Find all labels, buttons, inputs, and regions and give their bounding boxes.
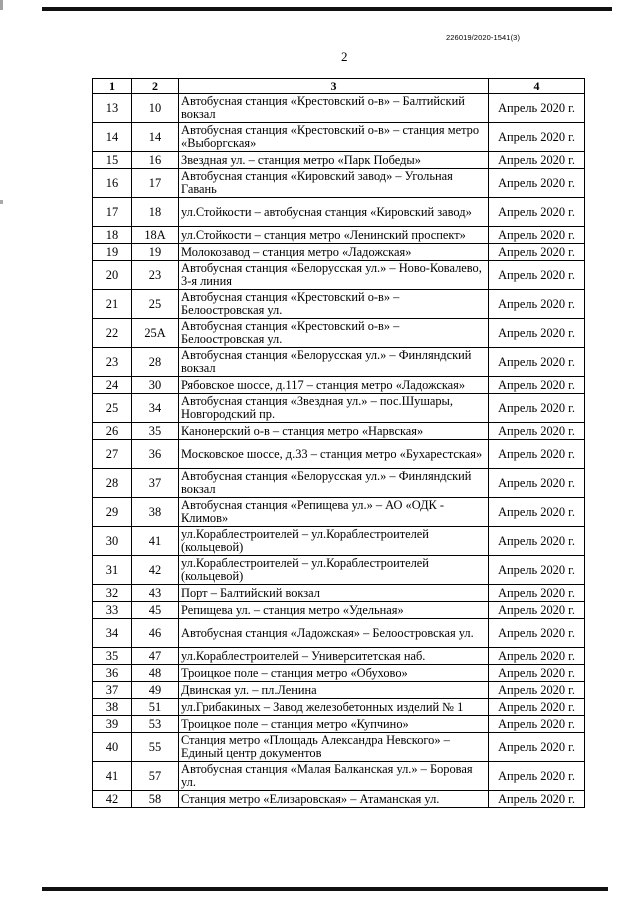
route-number: 28 — [132, 348, 179, 377]
start-date: Апрель 2020 г. — [489, 261, 585, 290]
route-description: Автобусная станция «Белорусская ул.» – Финляндский вокзал — [179, 348, 489, 377]
route-number: 16 — [132, 152, 179, 169]
row-number: 13 — [93, 94, 132, 123]
row-number: 16 — [93, 169, 132, 198]
start-date: Апрель 2020 г. — [489, 498, 585, 527]
row-number: 32 — [93, 585, 132, 602]
route-number: 51 — [132, 699, 179, 716]
table-row — [93, 348, 585, 377]
header-col-2: 2 — [132, 79, 179, 94]
header-col-1: 1 — [93, 79, 132, 94]
row-number: 30 — [93, 527, 132, 556]
start-date: Апрель 2020 г. — [489, 665, 585, 682]
route-description: Автобусная станция «Репищева ул.» – АО «ОДК - Климов» — [179, 498, 489, 527]
row-number: 36 — [93, 665, 132, 682]
route-number: 41 — [132, 527, 179, 556]
route-description: ул.Стойкости – станция метро «Ленинский проспект» — [179, 227, 489, 244]
start-date: Апрель 2020 г. — [489, 423, 585, 440]
start-date: Апрель 2020 г. — [489, 319, 585, 348]
route-number: 37 — [132, 469, 179, 498]
route-description: ул.Кораблестроителей – Университетская наб. — [179, 648, 489, 665]
route-description: Автобусная станция «Звездная ул.» – пос.Шушары, Новгородский пр. — [179, 394, 489, 423]
route-number: 47 — [132, 648, 179, 665]
route-number: 10 — [132, 94, 179, 123]
start-date: Апрель 2020 г. — [489, 169, 585, 198]
row-number: 20 — [93, 261, 132, 290]
row-number: 25 — [93, 394, 132, 423]
route-description: ул.Стойкости – автобусная станция «Кировский завод» — [179, 198, 489, 227]
start-date: Апрель 2020 г. — [489, 648, 585, 665]
route-description: Звездная ул. – станция метро «Парк Победы» — [179, 152, 489, 169]
route-description: Репищева ул. – станция метро «Удельная» — [179, 602, 489, 619]
route-number: 45 — [132, 602, 179, 619]
row-number: 40 — [93, 733, 132, 762]
start-date: Апрель 2020 г. — [489, 377, 585, 394]
scan-bottom-border — [42, 887, 608, 891]
route-number: 58 — [132, 791, 179, 808]
route-description: Автобусная станция «Малая Балканская ул.» – Боровая ул. — [179, 762, 489, 791]
route-description: Двинская ул. – пл.Ленина — [179, 682, 489, 699]
route-description: Автобусная станция «Крестовский о-в» – станция метро «Выборгская» — [179, 123, 489, 152]
route-number: 36 — [132, 440, 179, 469]
table-row — [93, 94, 585, 123]
route-number: 55 — [132, 733, 179, 762]
table-row — [93, 619, 585, 648]
table-row — [93, 791, 585, 808]
route-description: Московское шоссе, д.33 – станция метро «Бухарестская» — [179, 440, 489, 469]
table-row — [93, 169, 585, 198]
start-date: Апрель 2020 г. — [489, 602, 585, 619]
route-number: 17 — [132, 169, 179, 198]
row-number: 38 — [93, 699, 132, 716]
routes-table — [92, 78, 585, 808]
table-row — [93, 377, 585, 394]
table-row — [93, 733, 585, 762]
route-description: ул.Кораблестроителей – ул.Кораблестроителей (кольцевой) — [179, 556, 489, 585]
row-number: 26 — [93, 423, 132, 440]
row-number: 18 — [93, 227, 132, 244]
table-row — [93, 440, 585, 469]
route-description: Порт – Балтийский вокзал — [179, 585, 489, 602]
scan-edge-mark — [0, 0, 3, 905]
table-row — [93, 602, 585, 619]
row-number: 28 — [93, 469, 132, 498]
start-date: Апрель 2020 г. — [489, 699, 585, 716]
route-number: 23 — [132, 261, 179, 290]
route-number: 19 — [132, 244, 179, 261]
route-description: Автобусная станция «Кировский завод» – Угольная Гавань — [179, 169, 489, 198]
row-number: 17 — [93, 198, 132, 227]
route-number: 38 — [132, 498, 179, 527]
table-row — [93, 648, 585, 665]
table-row — [93, 556, 585, 585]
table-row — [93, 423, 585, 440]
start-date: Апрель 2020 г. — [489, 733, 585, 762]
row-number: 22 — [93, 319, 132, 348]
row-number: 21 — [93, 290, 132, 319]
row-number: 33 — [93, 602, 132, 619]
start-date: Апрель 2020 г. — [489, 198, 585, 227]
route-number: 18А — [132, 227, 179, 244]
route-description: Молокозавод – станция метро «Ладожская» — [179, 244, 489, 261]
header-col-3: 3 — [179, 79, 489, 94]
start-date: Апрель 2020 г. — [489, 682, 585, 699]
route-description: Автобусная станция «Крестовский о-в» – Белоостровская ул. — [179, 290, 489, 319]
row-number: 39 — [93, 716, 132, 733]
start-date: Апрель 2020 г. — [489, 440, 585, 469]
route-description: Троицкое поле – станция метро «Купчино» — [179, 716, 489, 733]
table-row — [93, 394, 585, 423]
row-number: 24 — [93, 377, 132, 394]
start-date: Апрель 2020 г. — [489, 123, 585, 152]
start-date: Апрель 2020 г. — [489, 152, 585, 169]
row-number: 14 — [93, 123, 132, 152]
route-description: Автобусная станция «Крестовский о-в» – Белоостровская ул. — [179, 319, 489, 348]
table-row — [93, 682, 585, 699]
route-number: 30 — [132, 377, 179, 394]
start-date: Апрель 2020 г. — [489, 394, 585, 423]
start-date: Апрель 2020 г. — [489, 244, 585, 261]
table-row — [93, 527, 585, 556]
table-row — [93, 665, 585, 682]
route-description: Автобусная станция «Крестовский о-в» – Балтийский вокзал — [179, 94, 489, 123]
start-date: Апрель 2020 г. — [489, 762, 585, 791]
row-number: 42 — [93, 791, 132, 808]
header-col-4: 4 — [489, 79, 585, 94]
table-row — [93, 152, 585, 169]
route-description: Троицкое поле – станция метро «Обухово» — [179, 665, 489, 682]
route-number: 48 — [132, 665, 179, 682]
table-row — [93, 716, 585, 733]
route-number: 43 — [132, 585, 179, 602]
route-number: 25А — [132, 319, 179, 348]
table-row — [93, 198, 585, 227]
start-date: Апрель 2020 г. — [489, 791, 585, 808]
row-number: 29 — [93, 498, 132, 527]
route-description: Автобусная станция «Белорусская ул.» – Ново-Ковалево, 3-я линия — [179, 261, 489, 290]
route-number: 57 — [132, 762, 179, 791]
start-date: Апрель 2020 г. — [489, 716, 585, 733]
route-number: 14 — [132, 123, 179, 152]
table-row — [93, 699, 585, 716]
table-row — [93, 261, 585, 290]
row-number: 35 — [93, 648, 132, 665]
start-date: Апрель 2020 г. — [489, 556, 585, 585]
table-row — [93, 290, 585, 319]
page-number: 2 — [341, 49, 348, 64]
route-description: Автобусная станция «Белорусская ул.» – Финляндский вокзал — [179, 469, 489, 498]
route-description: Канонерский о-в – станция метро «Нарвская» — [179, 423, 489, 440]
start-date: Апрель 2020 г. — [489, 619, 585, 648]
start-date: Апрель 2020 г. — [489, 290, 585, 319]
table-row — [93, 762, 585, 791]
route-number: 35 — [132, 423, 179, 440]
table-row — [93, 469, 585, 498]
route-number: 25 — [132, 290, 179, 319]
route-number: 49 — [132, 682, 179, 699]
table-row — [93, 123, 585, 152]
row-number: 19 — [93, 244, 132, 261]
row-number: 37 — [93, 682, 132, 699]
table-row — [93, 227, 585, 244]
scan-top-border — [42, 7, 612, 11]
document-number: 226019/2020-1541(3) — [446, 33, 521, 42]
row-number: 34 — [93, 619, 132, 648]
start-date: Апрель 2020 г. — [489, 348, 585, 377]
route-number: 53 — [132, 716, 179, 733]
row-number: 41 — [93, 762, 132, 791]
row-number: 23 — [93, 348, 132, 377]
route-number: 46 — [132, 619, 179, 648]
table-row — [93, 585, 585, 602]
table-row — [93, 319, 585, 348]
route-description: Станция метро «Елизаровская» – Атаманская ул. — [179, 791, 489, 808]
start-date: Апрель 2020 г. — [489, 469, 585, 498]
route-number: 34 — [132, 394, 179, 423]
route-description: Автобусная станция «Ладожская» – Белоостровская ул. — [179, 619, 489, 648]
route-description: Станция метро «Площадь Александра Невского» – Единый центр документов — [179, 733, 489, 762]
row-number: 31 — [93, 556, 132, 585]
start-date: Апрель 2020 г. — [489, 527, 585, 556]
table-row — [93, 498, 585, 527]
route-description: Рябовское шоссе, д.117 – станция метро «Ладожская» — [179, 377, 489, 394]
table-row — [93, 244, 585, 261]
route-number: 18 — [132, 198, 179, 227]
start-date: Апрель 2020 г. — [489, 94, 585, 123]
start-date: Апрель 2020 г. — [489, 585, 585, 602]
table-header-row — [93, 79, 585, 94]
route-description: ул.Кораблестроителей – ул.Кораблестроителей (кольцевой) — [179, 527, 489, 556]
start-date: Апрель 2020 г. — [489, 227, 585, 244]
row-number: 27 — [93, 440, 132, 469]
row-number: 15 — [93, 152, 132, 169]
route-number: 42 — [132, 556, 179, 585]
route-description: ул.Грибакиных – Завод железобетонных изделий № 1 — [179, 699, 489, 716]
